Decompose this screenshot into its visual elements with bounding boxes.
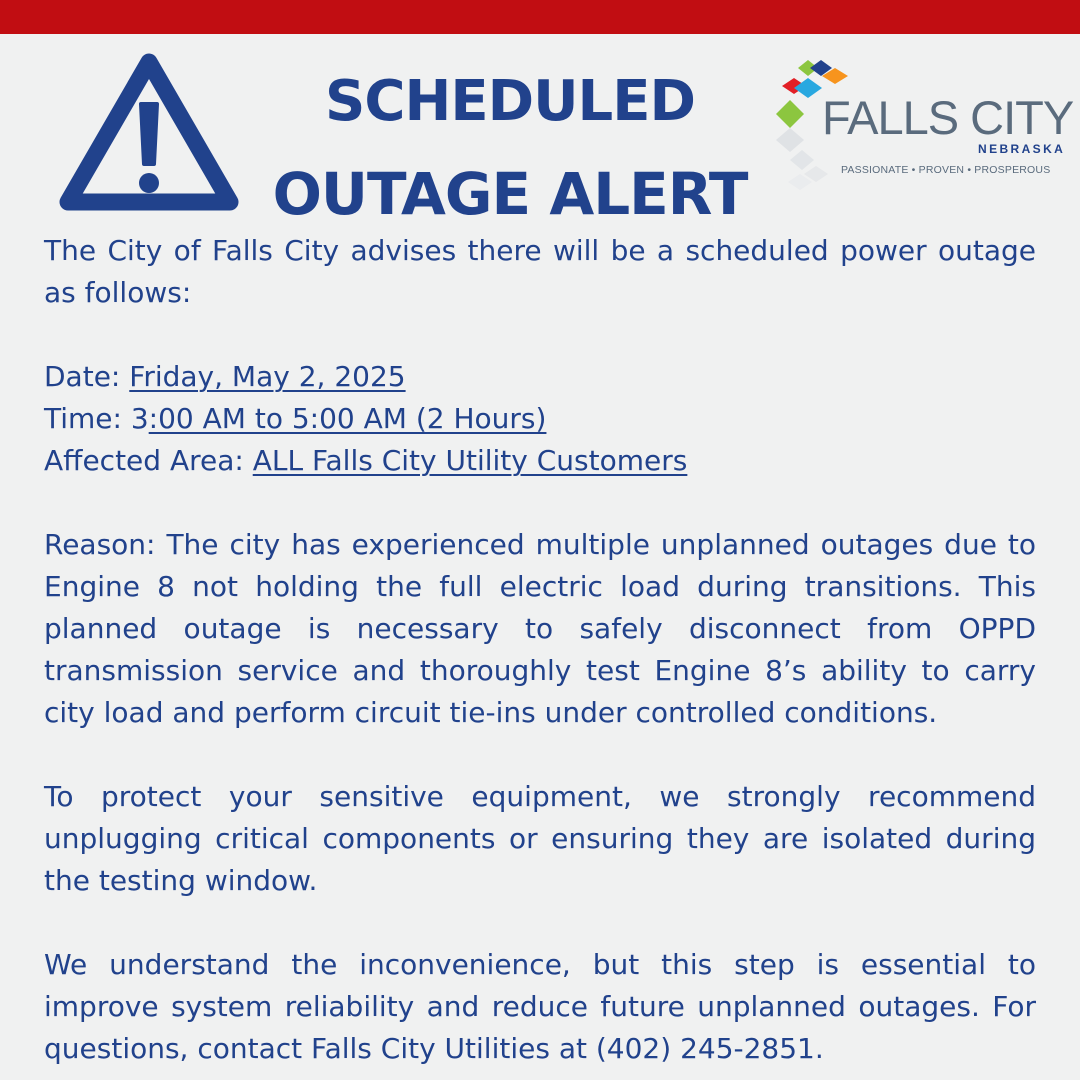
page-title (255, 56, 765, 240)
protect-paragraph: To protect your sensitive equipment, we strongly recommend unplugging critical components or ensuring they are isolated during the testing window. (44, 780, 1036, 897)
falls-city-logo (770, 56, 1074, 206)
area-value: ALL Falls City Utility Customers (252, 444, 688, 477)
time-label: Time: 3 (44, 402, 149, 435)
warning-triangle-icon (58, 52, 240, 214)
logo-name: FALLS CITY (822, 91, 1074, 144)
time-line (44, 398, 1036, 440)
notice-body (44, 230, 1036, 1070)
date-value: Friday, May 2, 2025 (129, 360, 406, 393)
reason-paragraph: Reason: The city has experienced multiple unplanned outages due to Engine 8 not holding the full electric load during transitions. This planned outage is necessary to safely disconnect from OPPD transmission service and thoroughly test Engine 8’s ability to carry city load and perform circuit tie-ins under controlled conditions. (44, 528, 1036, 729)
logo-tagline: PASSIONATE • PROVEN • PROSPEROUS (841, 164, 1051, 176)
intro-paragraph: The City of Falls City advises there will be a scheduled power outage as follows: (44, 234, 1036, 309)
top-red-bar (0, 0, 1080, 34)
area-label: Affected Area: (44, 444, 253, 477)
date-label: Date: (44, 360, 130, 393)
date-line (44, 356, 1036, 398)
logo-state: NEBRASKA (978, 142, 1066, 156)
title-line-2: OUTAGE ALERT (272, 160, 748, 228)
closing-paragraph: We understand the inconvenience, but this step is essential to improve system reliability and reduce future unplanned outages. For questions, contact Falls City Utilities at (402) 245-2851. (44, 948, 1036, 1065)
title-line-1: SCHEDULED (325, 69, 695, 134)
area-line (44, 440, 1036, 482)
time-value: :00 AM to 5:00 AM (2 Hours) (148, 402, 547, 435)
